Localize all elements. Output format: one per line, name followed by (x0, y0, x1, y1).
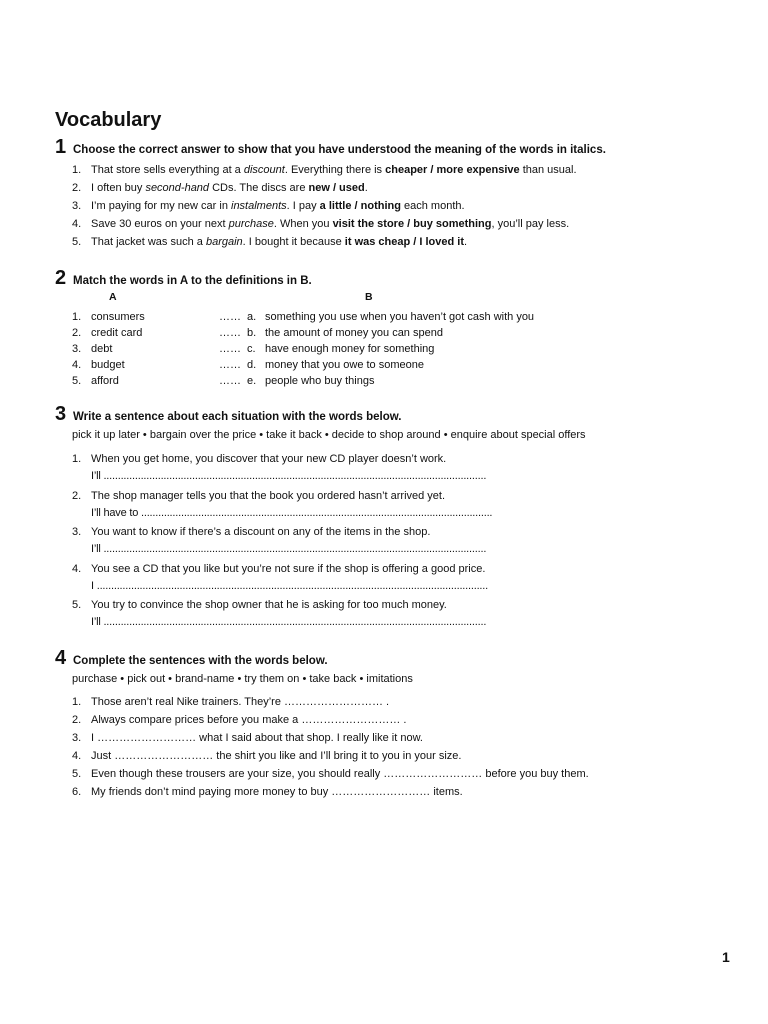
list-item (72, 163, 577, 181)
answer-line: I’ll have to ........................................................................................................................... (91, 506, 493, 519)
term-a: debt (91, 343, 113, 355)
item-number: 3. (72, 343, 82, 355)
answer-blank: …… (219, 359, 241, 371)
list-item (72, 181, 577, 199)
matching-table (72, 310, 572, 390)
list-item (72, 731, 589, 749)
section-3-number: 3 (55, 403, 67, 425)
list-item (72, 199, 577, 217)
sentence-text: Those aren’t real Nike trainers. They’re ……………………… . (91, 696, 390, 708)
definition-b: money that you owe to someone (265, 359, 424, 371)
definition-letter: c. (247, 343, 256, 355)
text-fragment: . Everything there is (284, 164, 386, 176)
sentence-text: My friends don’t mind paying more money to buy ……………………… items. (91, 786, 463, 798)
text-fragment: . (464, 236, 468, 248)
list-item (72, 452, 567, 489)
situation-text: When you get home, you discover that your new CD player doesn’t work. (91, 453, 447, 465)
text-fragment: . I pay (286, 200, 320, 212)
item-number: 5. (72, 599, 82, 611)
item-number: 5. (72, 236, 82, 248)
sentence-text: I ……………………… what I said about that shop. I really like it now. (91, 732, 423, 744)
list-item (72, 749, 589, 767)
text-fragment: That store sells everything at a (91, 164, 244, 176)
section-1-instruction: Choose the correct answer to show that you have understood the meaning of the words in italics. (73, 144, 606, 156)
column-a-heading: A (109, 291, 117, 303)
text-fragment: than usual. (519, 164, 577, 176)
section-3-items (72, 452, 567, 635)
term-a: afford (91, 375, 119, 387)
item-number: 5. (72, 375, 82, 387)
column-b-heading: B (365, 291, 373, 303)
list-item (72, 217, 577, 235)
section-4-header (55, 648, 328, 668)
text-fragment: That jacket was such a (91, 236, 206, 248)
term-a: consumers (91, 311, 145, 323)
item-number: 4. (72, 562, 82, 575)
situation-line (72, 452, 567, 470)
item-number: 6. (72, 786, 82, 798)
section-4-number: 4 (55, 647, 67, 669)
item-number: 2. (72, 327, 82, 339)
list-item (72, 598, 567, 635)
answer-line: I’ll ...................................................................................................................................... (91, 543, 487, 555)
italic-word: purchase (228, 218, 274, 230)
section-2-number: 2 (55, 267, 67, 289)
definition-b: the amount of money you can spend (265, 327, 443, 339)
section-1-header (55, 137, 606, 157)
item-number: 2. (72, 714, 82, 726)
definition-letter: a. (247, 311, 257, 323)
answer-blank: …… (219, 343, 241, 355)
situation-text: The shop manager tells you that the book you ordered hasn’t arrived yet. (91, 489, 446, 502)
answer-blank: …… (219, 327, 241, 339)
section-3-instruction: Write a sentence about each situation with the words below. (73, 411, 402, 423)
text-fragment: . I bought it because (242, 236, 345, 248)
situation-line (72, 489, 567, 507)
page-title: Vocabulary (55, 109, 162, 131)
list-item (72, 562, 567, 599)
item-number: 3. (72, 200, 82, 212)
answer-options: cheaper / more expensive (385, 164, 520, 176)
text-fragment: I often buy (91, 182, 146, 194)
section-3-word-box: pick it up later • bargain over the price • take it back • decide to shop around • enquire about special offers (72, 429, 586, 441)
item-text (91, 199, 465, 213)
italic-word: second-hand (145, 182, 210, 194)
page-number: 1 (722, 949, 730, 965)
item-number: 3. (72, 526, 82, 538)
answer-line: I’ll ...................................................................................................................................... (91, 616, 487, 628)
item-number: 2. (72, 182, 82, 194)
section-1-items (72, 163, 577, 253)
answer-options: visit the store / buy something (332, 218, 492, 230)
table-row (72, 358, 572, 374)
text-fragment: I’m paying for my new car in (91, 200, 231, 212)
italic-word: discount (243, 164, 285, 176)
situation-text: You try to convince the shop owner that he is asking for too much money. (91, 599, 447, 611)
situation-text: You want to know if there’s a discount on any of the items in the shop. (91, 526, 431, 538)
answer-options: it was cheap / I loved it (344, 236, 464, 248)
term-a: credit card (91, 327, 143, 339)
table-row (72, 342, 572, 358)
item-number: 4. (72, 750, 82, 762)
list-item (72, 767, 589, 785)
list-item (72, 525, 567, 562)
table-row (72, 326, 572, 342)
answer-line: I ......................................................................................................................................... (91, 579, 489, 592)
definition-b: something you use when you haven’t got cash with you (265, 311, 535, 323)
definition-b: have enough money for something (265, 343, 435, 355)
list-item (72, 713, 589, 731)
item-number: 4. (72, 359, 82, 371)
section-3-header (55, 404, 401, 424)
text-fragment: CDs. The discs are (209, 182, 309, 194)
italic-word: bargain (205, 236, 243, 248)
section-1-number: 1 (55, 136, 67, 158)
sentence-text: Even though these trousers are your size, you should really ……………………… before you buy them. (91, 768, 589, 780)
answer-options: new / used (308, 182, 365, 194)
item-number: 1. (72, 453, 82, 465)
item-text (91, 163, 577, 177)
item-number: 1. (72, 696, 82, 708)
section-4-instruction: Complete the sentences with the words below. (73, 655, 328, 667)
text-fragment: . (364, 182, 368, 194)
text-fragment: each month. (400, 200, 465, 212)
answer-line: I’ll ...................................................................................................................................... (91, 470, 487, 482)
situation-line (72, 598, 567, 616)
term-a: budget (91, 359, 125, 371)
definition-letter: b. (247, 327, 257, 339)
list-item (72, 489, 567, 526)
definition-letter: e. (247, 375, 257, 387)
situation-text: You see a CD that you like but you’re not sure if the shop is offering a good price. (91, 562, 486, 575)
situation-line (72, 525, 567, 543)
item-number: 1. (72, 311, 82, 323)
table-row (72, 374, 572, 390)
section-4-word-box: purchase • pick out • brand-name • try them on • take back • imitations (72, 673, 413, 685)
item-number: 4. (72, 218, 82, 230)
sentence-text: Always compare prices before you make a ……………………… . (91, 714, 407, 726)
item-number: 1. (72, 164, 82, 176)
answer-blank: …… (219, 375, 241, 387)
sentence-text: Just ……………………… the shirt you like and I’ll bring it to you in your size. (91, 750, 462, 762)
item-text (91, 217, 569, 231)
text-fragment: , you’ll pay less. (491, 218, 570, 230)
italic-word: instalments (231, 200, 287, 212)
item-number: 5. (72, 768, 82, 780)
item-text (91, 181, 368, 195)
definition-b: people who buy things (265, 375, 375, 387)
list-item (72, 695, 589, 713)
list-item (72, 785, 589, 803)
item-text (91, 235, 467, 249)
text-fragment: Save 30 euros on your next (91, 218, 229, 230)
list-item (72, 235, 577, 253)
item-number: 3. (72, 732, 82, 744)
section-4-items (72, 695, 589, 803)
table-row (72, 310, 572, 326)
section-2-instruction: Match the words in A to the definitions in B. (73, 275, 312, 287)
situation-line (72, 562, 567, 580)
answer-options: a little / nothing (319, 200, 401, 212)
text-fragment: . When you (273, 218, 333, 230)
answer-blank: …… (219, 311, 241, 323)
section-2-header (55, 268, 312, 288)
item-number: 2. (72, 489, 82, 502)
definition-letter: d. (247, 359, 257, 371)
